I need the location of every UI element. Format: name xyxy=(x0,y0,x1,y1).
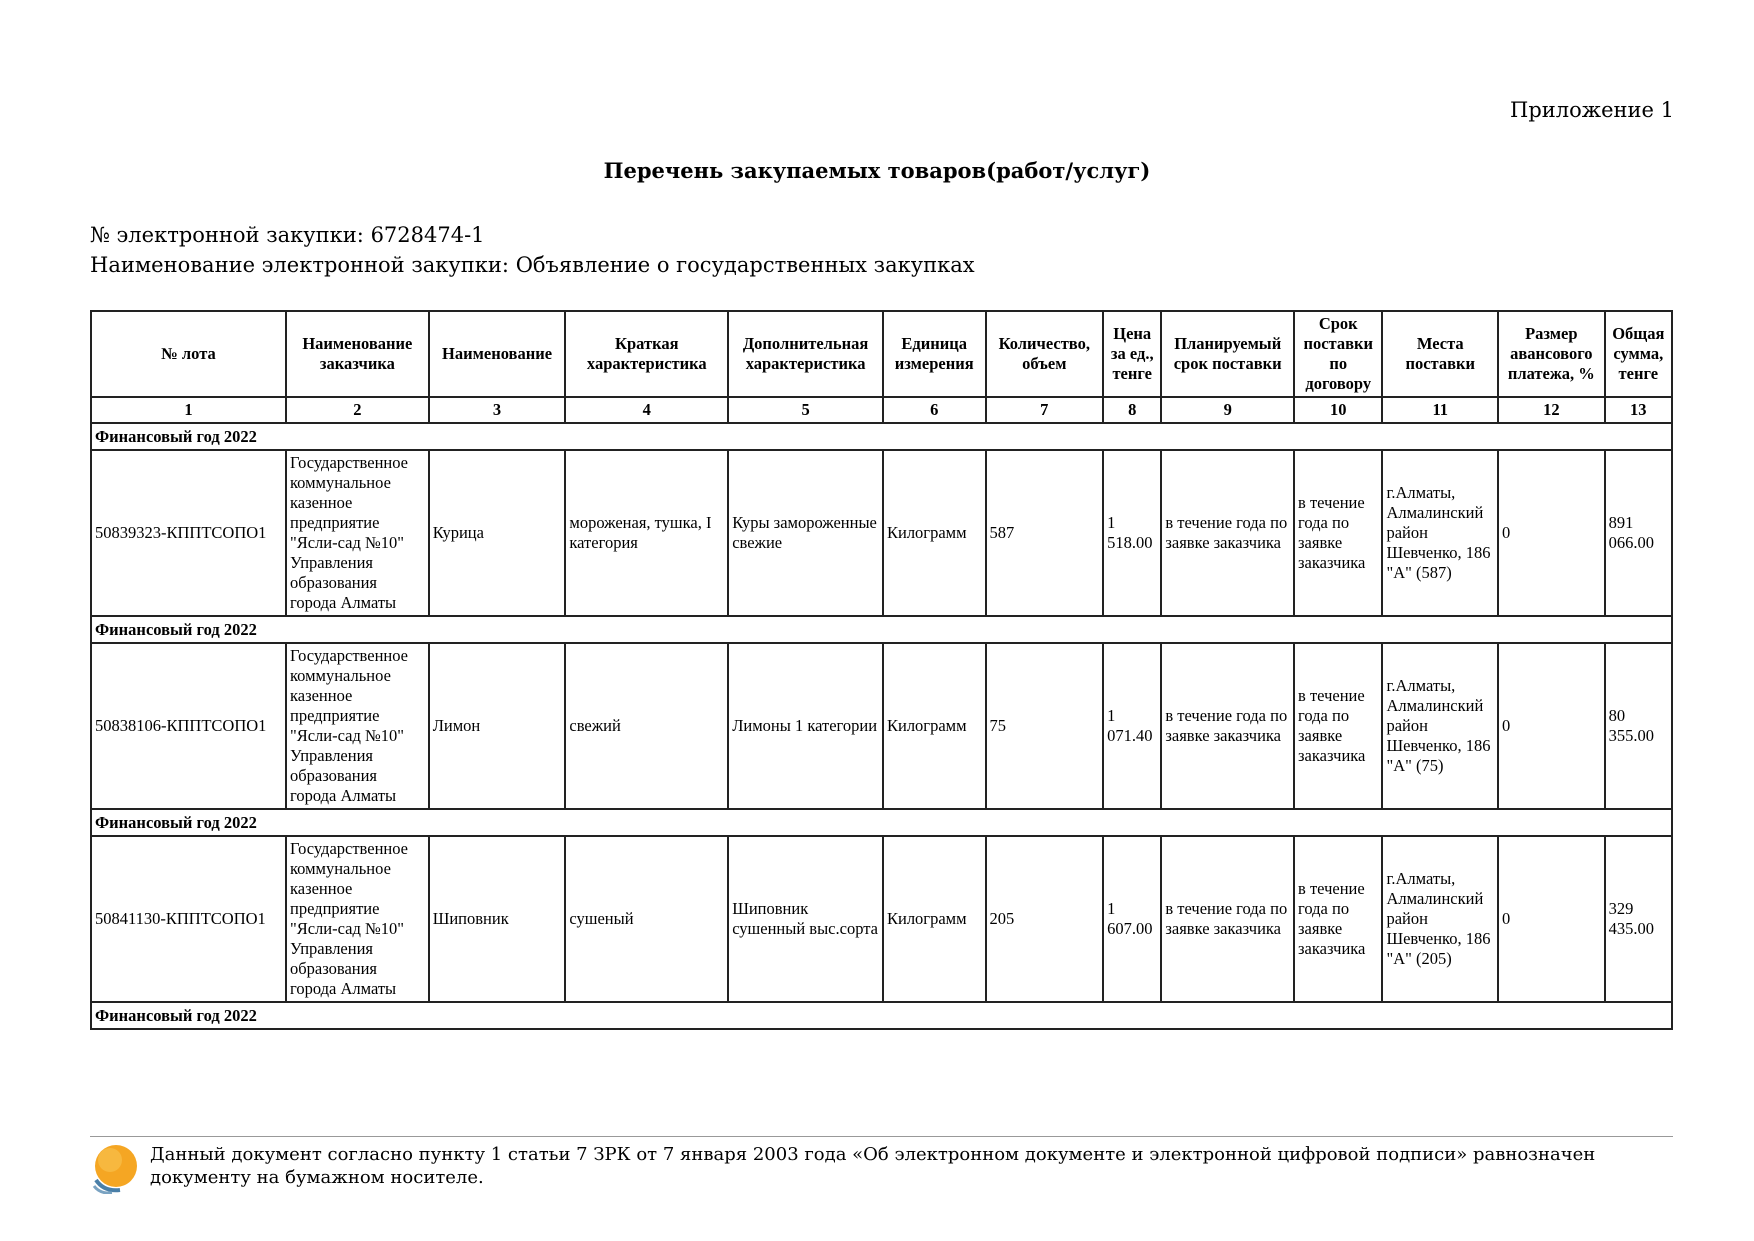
column-header: Срок поставки по договору xyxy=(1294,311,1382,397)
delivery-place: г.Алматы, Алмалинский район Шевченко, 186 "А" (587) xyxy=(1382,450,1498,616)
planned-delivery: в течение года по заявке заказчика xyxy=(1161,450,1294,616)
lot-number: 50838106-КППТСОПО1 xyxy=(91,643,286,809)
column-header: Количество, объем xyxy=(986,311,1104,397)
advance-payment: 0 xyxy=(1498,836,1605,1002)
advance-payment: 0 xyxy=(1498,643,1605,809)
procurement-name-line xyxy=(90,250,975,280)
procurement-name-label: Наименование электронной закупки: xyxy=(90,253,509,277)
column-header: Размер авансового платежа, % xyxy=(1498,311,1605,397)
financial-year: Финансовый год 2022 xyxy=(91,423,1672,450)
financial-year-row xyxy=(91,809,1672,836)
delivery-place: г.Алматы, Алмалинский район Шевченко, 186 "А" (205) xyxy=(1382,836,1498,1002)
table-row xyxy=(91,643,1672,809)
financial-year-row xyxy=(91,1002,1672,1029)
column-header: Общая сумма, тенге xyxy=(1605,311,1672,397)
delivery-place: г.Алматы, Алмалинский район Шевченко, 186 "А" (75) xyxy=(1382,643,1498,809)
unit: Килограмм xyxy=(883,643,986,809)
quantity: 205 xyxy=(986,836,1104,1002)
advance-payment: 0 xyxy=(1498,450,1605,616)
column-header: Наименование заказчика xyxy=(286,311,429,397)
column-header: Краткая характеристика xyxy=(565,311,728,397)
column-header: Дополнительная характеристика xyxy=(728,311,883,397)
planned-delivery: в течение года по заявке заказчика xyxy=(1161,643,1294,809)
column-number: 3 xyxy=(429,397,566,423)
table-row xyxy=(91,836,1672,1002)
customer-name: Государственное коммунальное казенное предприятие "Ясли-сад №10" Управления образования города Алматы xyxy=(286,643,429,809)
item-name: Курица xyxy=(429,450,566,616)
financial-year-row xyxy=(91,423,1672,450)
total-sum: 891 066.00 xyxy=(1605,450,1672,616)
total-sum: 329 435.00 xyxy=(1605,836,1672,1002)
sun-seal-icon xyxy=(90,1142,140,1194)
item-name: Лимон xyxy=(429,643,566,809)
lot-number: 50839323-КППТСОПО1 xyxy=(91,450,286,616)
column-number: 11 xyxy=(1382,397,1498,423)
procurement-meta xyxy=(90,220,975,280)
financial-year: Финансовый год 2022 xyxy=(91,616,1672,643)
unit-price: 1 071.40 xyxy=(1103,643,1161,809)
total-sum: 80 355.00 xyxy=(1605,643,1672,809)
lots-table xyxy=(90,310,1673,1030)
table-row xyxy=(91,450,1672,616)
column-number-row xyxy=(91,397,1672,423)
contract-delivery: в течение года по заявке заказчика xyxy=(1294,643,1382,809)
contract-delivery: в течение года по заявке заказчика xyxy=(1294,450,1382,616)
footer xyxy=(90,1140,1673,1194)
column-number: 9 xyxy=(1161,397,1294,423)
quantity: 75 xyxy=(986,643,1104,809)
item-name: Шиповник xyxy=(429,836,566,1002)
customer-name: Государственное коммунальное казенное предприятие "Ясли-сад №10" Управления образования города Алматы xyxy=(286,450,429,616)
column-header: Места поставки xyxy=(1382,311,1498,397)
column-number: 12 xyxy=(1498,397,1605,423)
column-number: 10 xyxy=(1294,397,1382,423)
short-description: сушеный xyxy=(565,836,728,1002)
extra-description: Шиповник сушенный выс.сорта xyxy=(728,836,883,1002)
column-number: 4 xyxy=(565,397,728,423)
financial-year: Финансовый год 2022 xyxy=(91,1002,1672,1029)
unit: Килограмм xyxy=(883,836,986,1002)
column-number: 7 xyxy=(986,397,1104,423)
planned-delivery: в течение года по заявке заказчика xyxy=(1161,836,1294,1002)
column-header: Наименование xyxy=(429,311,566,397)
extra-description: Куры замороженные свежие xyxy=(728,450,883,616)
legal-notice: Данный документ согласно пункту 1 статьи 7 ЗРК от 7 января 2003 года «Об электронном документе и электронной цифровой подписи» равнозначен документу на бумажном носителе. xyxy=(150,1144,1596,1188)
unit-price: 1 607.00 xyxy=(1103,836,1161,1002)
column-header: Планируемый срок поставки xyxy=(1161,311,1294,397)
column-number: 1 xyxy=(91,397,286,423)
appendix-label: Приложение 1 xyxy=(1510,98,1674,122)
column-header: № лота xyxy=(91,311,286,397)
column-header: Цена за ед., тенге xyxy=(1103,311,1161,397)
column-number: 13 xyxy=(1605,397,1672,423)
header-row xyxy=(91,311,1672,397)
column-number: 8 xyxy=(1103,397,1161,423)
lot-number: 50841130-КППТСОПО1 xyxy=(91,836,286,1002)
footer-divider xyxy=(90,1136,1673,1137)
unit-price: 1 518.00 xyxy=(1103,450,1161,616)
procurement-number: 6728474-1 xyxy=(370,223,485,247)
procurement-name: Объявление о государственных закупках xyxy=(515,253,975,277)
page-title: Перечень закупаемых товаров(работ/услуг) xyxy=(603,158,1151,183)
column-number: 6 xyxy=(883,397,986,423)
procurement-number-line xyxy=(90,220,975,250)
column-header: Единица измерения xyxy=(883,311,986,397)
unit: Килограмм xyxy=(883,450,986,616)
short-description: мороженая, тушка, I категория xyxy=(565,450,728,616)
column-number: 2 xyxy=(286,397,429,423)
extra-description: Лимоны 1 категории xyxy=(728,643,883,809)
contract-delivery: в течение года по заявке заказчика xyxy=(1294,836,1382,1002)
customer-name: Государственное коммунальное казенное предприятие "Ясли-сад №10" Управления образования города Алматы xyxy=(286,836,429,1002)
procurement-number-label: № электронной закупки: xyxy=(90,223,364,247)
column-number: 5 xyxy=(728,397,883,423)
quantity: 587 xyxy=(986,450,1104,616)
short-description: свежий xyxy=(565,643,728,809)
financial-year-row xyxy=(91,616,1672,643)
financial-year: Финансовый год 2022 xyxy=(91,809,1672,836)
